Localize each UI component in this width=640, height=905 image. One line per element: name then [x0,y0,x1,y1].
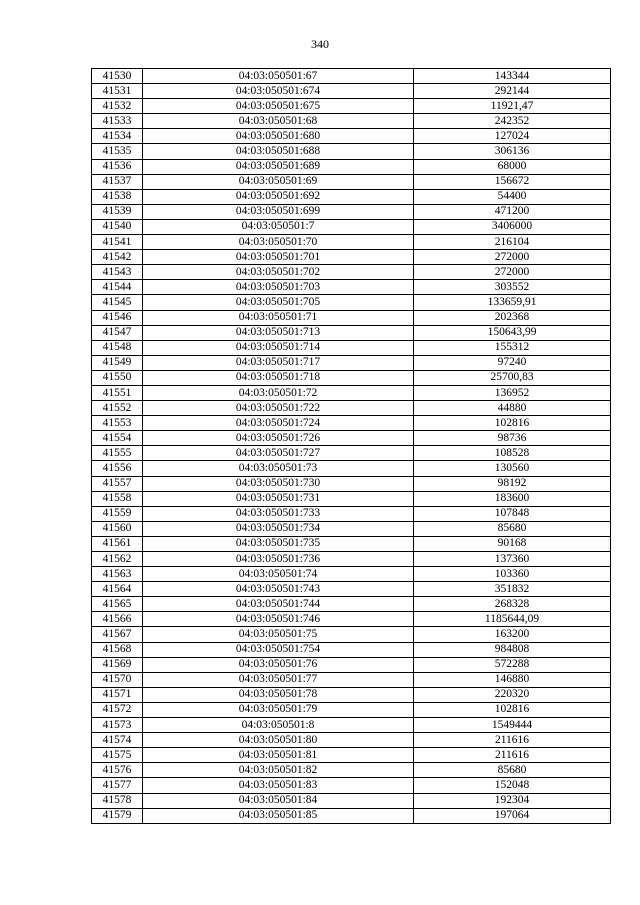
cadastral-value-cell: 102816 [414,702,611,717]
table-row [92,657,611,672]
table-row [92,355,611,370]
cadastral-number-cell: 04:03:050501:692 [143,189,414,204]
cadastral-value-cell: 1185644,09 [414,612,611,627]
row-number-cell: 41574 [92,733,143,748]
cadastral-number-cell: 04:03:050501:78 [143,687,414,702]
row-number-cell: 41572 [92,702,143,717]
cadastral-value-cell: 137360 [414,552,611,567]
row-number-cell: 41548 [92,340,143,355]
row-number-cell: 41562 [92,552,143,567]
cadastral-value-cell: 306136 [414,144,611,159]
cadastral-number-cell: 04:03:050501:699 [143,204,414,219]
cadastral-number-cell: 04:03:050501:724 [143,416,414,431]
table-row [92,325,611,340]
row-number-cell: 41564 [92,582,143,597]
row-number-cell: 41577 [92,778,143,793]
table-row [92,793,611,808]
cadastral-value-cell: 471200 [414,204,611,219]
cadastral-number-cell: 04:03:050501:713 [143,325,414,340]
row-number-cell: 41573 [92,718,143,733]
cadastral-value-cell: 133659,91 [414,295,611,310]
row-number-cell: 41557 [92,476,143,491]
table-row [92,370,611,385]
cadastral-value-cell: 98736 [414,431,611,446]
row-number-cell: 41563 [92,567,143,582]
row-number-cell: 41544 [92,280,143,295]
table-row [92,491,611,506]
cadastral-value-cell: 85680 [414,763,611,778]
row-number-cell: 41531 [92,84,143,99]
row-number-cell: 41539 [92,204,143,219]
cadastral-value-cell: 25700,83 [414,370,611,385]
row-number-cell: 41566 [92,612,143,627]
table-row [92,461,611,476]
row-number-cell: 41534 [92,129,143,144]
table-row [92,189,611,204]
row-number-cell: 41578 [92,793,143,808]
cadastral-value-cell: 242352 [414,114,611,129]
table-row [92,597,611,612]
cadastral-value-cell: 202368 [414,310,611,325]
table-row [92,521,611,536]
row-number-cell: 41553 [92,416,143,431]
cadastral-number-cell: 04:03:050501:717 [143,355,414,370]
cadastral-value-cell: 272000 [414,265,611,280]
row-number-cell: 41541 [92,235,143,250]
row-number-cell: 41536 [92,159,143,174]
cadastral-number-cell: 04:03:050501:733 [143,506,414,521]
cadastral-number-cell: 04:03:050501:702 [143,265,414,280]
cadastral-value-table [91,68,611,824]
cadastral-value-cell: 146880 [414,672,611,687]
cadastral-number-cell: 04:03:050501:731 [143,491,414,506]
cadastral-number-cell: 04:03:050501:70 [143,235,414,250]
row-number-cell: 41568 [92,642,143,657]
table-row [92,219,611,234]
cadastral-number-cell: 04:03:050501:73 [143,461,414,476]
row-number-cell: 41556 [92,461,143,476]
row-number-cell: 41561 [92,536,143,551]
row-number-cell: 41546 [92,310,143,325]
row-number-cell: 41538 [92,189,143,204]
cadastral-number-cell: 04:03:050501:705 [143,295,414,310]
cadastral-number-cell: 04:03:050501:736 [143,552,414,567]
cadastral-value-cell: 1549444 [414,718,611,733]
cadastral-number-cell: 04:03:050501:72 [143,385,414,400]
cadastral-value-cell: 183600 [414,491,611,506]
cadastral-number-cell: 04:03:050501:701 [143,250,414,265]
cadastral-number-cell: 04:03:050501:74 [143,567,414,582]
table-row [92,84,611,99]
cadastral-number-cell: 04:03:050501:727 [143,446,414,461]
cadastral-number-cell: 04:03:050501:730 [143,476,414,491]
table-row [92,612,611,627]
cadastral-number-cell: 04:03:050501:80 [143,733,414,748]
cadastral-number-cell: 04:03:050501:77 [143,672,414,687]
cadastral-number-cell: 04:03:050501:71 [143,310,414,325]
cadastral-number-cell: 04:03:050501:85 [143,808,414,823]
cadastral-value-cell: 143344 [414,69,611,84]
cadastral-value-cell: 85680 [414,521,611,536]
table-row [92,687,611,702]
table-row [92,506,611,521]
cadastral-number-cell: 04:03:050501:744 [143,597,414,612]
cadastral-value-cell: 984808 [414,642,611,657]
table-row [92,672,611,687]
cadastral-number-cell: 04:03:050501:726 [143,431,414,446]
row-number-cell: 41542 [92,250,143,265]
table-row [92,235,611,250]
cadastral-value-cell: 192304 [414,793,611,808]
cadastral-number-cell: 04:03:050501:7 [143,219,414,234]
cadastral-number-cell: 04:03:050501:689 [143,159,414,174]
cadastral-value-cell: 272000 [414,250,611,265]
row-number-cell: 41550 [92,370,143,385]
table-row [92,582,611,597]
row-number-cell: 41565 [92,597,143,612]
cadastral-value-cell: 127024 [414,129,611,144]
cadastral-number-cell: 04:03:050501:714 [143,340,414,355]
row-number-cell: 41569 [92,657,143,672]
row-number-cell: 41555 [92,446,143,461]
table-row [92,99,611,114]
table-row [92,340,611,355]
cadastral-number-cell: 04:03:050501:81 [143,748,414,763]
cadastral-value-cell: 68000 [414,159,611,174]
row-number-cell: 41549 [92,355,143,370]
page-number: 340 [311,37,329,51]
table-row [92,536,611,551]
row-number-cell: 41554 [92,431,143,446]
row-number-cell: 41576 [92,763,143,778]
table-row [92,642,611,657]
row-number-cell: 41575 [92,748,143,763]
table-row [92,295,611,310]
cadastral-number-cell: 04:03:050501:703 [143,280,414,295]
table-row [92,567,611,582]
row-number-cell: 41547 [92,325,143,340]
cadastral-value-cell: 136952 [414,385,611,400]
cadastral-number-cell: 04:03:050501:69 [143,174,414,189]
table-row [92,733,611,748]
table-row [92,114,611,129]
table-row [92,174,611,189]
cadastral-number-cell: 04:03:050501:79 [143,702,414,717]
row-number-cell: 41543 [92,265,143,280]
row-number-cell: 41532 [92,99,143,114]
cadastral-value-cell: 216104 [414,235,611,250]
cadastral-value-cell: 11921,47 [414,99,611,114]
row-number-cell: 41551 [92,385,143,400]
row-number-cell: 41533 [92,114,143,129]
table-row [92,385,611,400]
row-number-cell: 41571 [92,687,143,702]
table-row [92,250,611,265]
cadastral-value-cell: 152048 [414,778,611,793]
cadastral-value-cell: 220320 [414,687,611,702]
table-row [92,159,611,174]
table-row [92,144,611,159]
cadastral-number-cell: 04:03:050501:83 [143,778,414,793]
table-row [92,129,611,144]
cadastral-number-cell: 04:03:050501:82 [143,763,414,778]
cadastral-value-cell: 292144 [414,84,611,99]
row-number-cell: 41530 [92,69,143,84]
cadastral-number-cell: 04:03:050501:84 [143,793,414,808]
cadastral-value-cell: 351832 [414,582,611,597]
cadastral-value-cell: 197064 [414,808,611,823]
row-number-cell: 41567 [92,627,143,642]
cadastral-number-cell: 04:03:050501:675 [143,99,414,114]
table-row [92,204,611,219]
cadastral-value-cell: 150643,99 [414,325,611,340]
row-number-cell: 41552 [92,401,143,416]
cadastral-value-cell: 211616 [414,733,611,748]
table-row [92,702,611,717]
table-row [92,552,611,567]
row-number-cell: 41537 [92,174,143,189]
table-row [92,280,611,295]
cadastral-value-cell: 98192 [414,476,611,491]
cadastral-number-cell: 04:03:050501:688 [143,144,414,159]
table-row [92,431,611,446]
row-number-cell: 41559 [92,506,143,521]
cadastral-value-cell: 155312 [414,340,611,355]
table-row [92,763,611,778]
cadastral-value-cell: 268328 [414,597,611,612]
cadastral-number-cell: 04:03:050501:734 [143,521,414,536]
table-row [92,446,611,461]
row-number-cell: 41545 [92,295,143,310]
cadastral-number-cell: 04:03:050501:754 [143,642,414,657]
cadastral-value-cell: 54400 [414,189,611,204]
cadastral-number-cell: 04:03:050501:67 [143,69,414,84]
cadastral-number-cell: 04:03:050501:743 [143,582,414,597]
cadastral-value-cell: 108528 [414,446,611,461]
cadastral-value-cell: 44880 [414,401,611,416]
cadastral-value-cell: 211616 [414,748,611,763]
table-body [92,69,611,824]
cadastral-number-cell: 04:03:050501:735 [143,536,414,551]
table-row [92,748,611,763]
cadastral-number-cell: 04:03:050501:75 [143,627,414,642]
cadastral-number-cell: 04:03:050501:680 [143,129,414,144]
cadastral-value-cell: 130560 [414,461,611,476]
cadastral-number-cell: 04:03:050501:76 [143,657,414,672]
row-number-cell: 41560 [92,521,143,536]
cadastral-number-cell: 04:03:050501:8 [143,718,414,733]
row-number-cell: 41540 [92,219,143,234]
table-row [92,401,611,416]
cadastral-number-cell: 04:03:050501:722 [143,401,414,416]
table-row [92,416,611,431]
cadastral-value-cell: 107848 [414,506,611,521]
table-row [92,69,611,84]
cadastral-value-cell: 97240 [414,355,611,370]
cadastral-value-cell: 90168 [414,536,611,551]
row-number-cell: 41570 [92,672,143,687]
cadastral-number-cell: 04:03:050501:746 [143,612,414,627]
row-number-cell: 41579 [92,808,143,823]
cadastral-value-cell: 572288 [414,657,611,672]
cadastral-value-cell: 103360 [414,567,611,582]
table-row [92,627,611,642]
table-row [92,778,611,793]
cadastral-value-cell: 163200 [414,627,611,642]
cadastral-number-cell: 04:03:050501:718 [143,370,414,385]
row-number-cell: 41558 [92,491,143,506]
cadastral-value-cell: 3406000 [414,219,611,234]
table-row [92,310,611,325]
cadastral-number-cell: 04:03:050501:674 [143,84,414,99]
cadastral-value-cell: 156672 [414,174,611,189]
table-row [92,718,611,733]
row-number-cell: 41535 [92,144,143,159]
table-row [92,808,611,823]
table-row [92,265,611,280]
table-row [92,476,611,491]
cadastral-number-cell: 04:03:050501:68 [143,114,414,129]
cadastral-value-cell: 102816 [414,416,611,431]
cadastral-value-cell: 303552 [414,280,611,295]
